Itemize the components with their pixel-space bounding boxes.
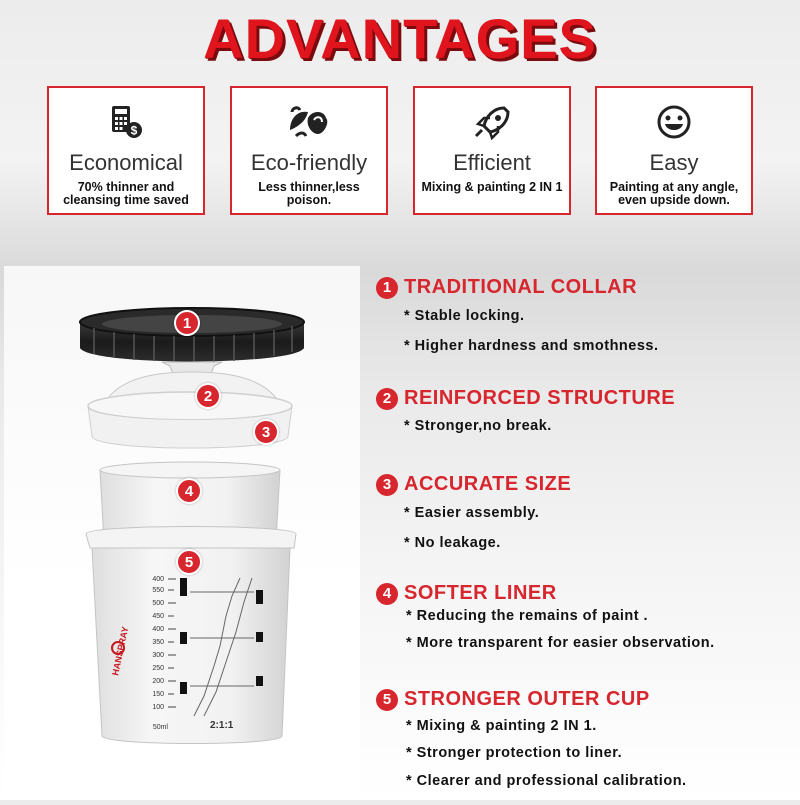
smiley-icon xyxy=(597,104,751,144)
feature-bullet: * Stable locking. xyxy=(404,308,525,324)
feature-bullet: * Stronger protection to liner. xyxy=(406,745,623,761)
feature-title: TRADITIONAL COLLAR xyxy=(404,276,638,298)
scale-label: 300 xyxy=(152,652,164,659)
page-title: ADVANTAGES xyxy=(203,7,597,70)
advantage-desc: Painting at any angle, even upside down. xyxy=(609,180,739,207)
feature-number: 4 xyxy=(376,583,398,605)
feature-bullet: * Mixing & painting 2 IN 1. xyxy=(406,718,597,734)
feature-number: 3 xyxy=(376,474,398,496)
feature-softer-liner xyxy=(376,582,715,651)
feature-bullet: * Reducing the remains of paint . xyxy=(406,608,649,624)
feature-bullet: * Higher hardness and smothness. xyxy=(404,338,659,354)
scale-label: 500 xyxy=(152,600,164,607)
badge-collar: 1 xyxy=(174,310,200,336)
feature-title: SOFTER LINER xyxy=(404,582,557,604)
feature-title: STRONGER OUTER CUP xyxy=(404,688,650,710)
advantage-desc: Mixing & painting 2 IN 1 xyxy=(421,180,563,194)
advantage-card-eco-friendly xyxy=(230,86,388,215)
feature-number: 5 xyxy=(376,689,398,711)
feature-title: ACCURATE SIZE xyxy=(404,473,572,495)
feature-reinforced-structure xyxy=(376,387,676,434)
feature-bullet: * Clearer and professional calibration. xyxy=(406,773,687,789)
feature-bullet: * No leakage. xyxy=(404,535,501,551)
rocket-icon xyxy=(415,104,569,144)
advantage-card-efficient xyxy=(413,86,571,215)
calculator-money-icon xyxy=(49,104,203,144)
feature-traditional-collar xyxy=(376,276,659,354)
ratio-label: 2:1:1 xyxy=(210,720,234,731)
scale-label: 400 xyxy=(152,576,164,583)
feature-number: 2 xyxy=(376,388,398,410)
scale-label: 400 xyxy=(152,626,164,633)
svg-text:HANSPRAY: HANSPRAY xyxy=(110,625,131,677)
svg-text:$: $ xyxy=(130,123,138,138)
scale-label: 450 xyxy=(152,613,164,620)
feature-bullet: * Stronger,no break. xyxy=(404,418,552,434)
scale-label: 100 xyxy=(152,704,164,711)
badge-outer-cup: 5 xyxy=(176,549,202,575)
feature-title: REINFORCED STRUCTURE xyxy=(404,387,676,409)
badge-liner: 4 xyxy=(176,478,202,504)
spray-cup-system-image xyxy=(4,266,360,800)
feature-bullet: * Easier assembly. xyxy=(404,505,540,521)
scale-label: 50ml xyxy=(152,724,168,731)
scale-label: 200 xyxy=(152,678,164,685)
advantage-name: Economical xyxy=(69,150,183,175)
feature-accurate-size xyxy=(376,473,572,551)
scale-label: 550 xyxy=(152,587,164,594)
badge-structure: 2 xyxy=(195,383,221,409)
scale-label: 350 xyxy=(152,639,164,646)
feature-bullet: * More transparent for easier observation. xyxy=(406,635,715,651)
feature-number: 1 xyxy=(376,277,398,299)
scale-label: 150 xyxy=(152,691,164,698)
badge-size: 3 xyxy=(253,419,279,445)
advantage-name: Easy xyxy=(649,150,699,175)
product-illustration xyxy=(4,266,360,800)
leaf-earth-icon xyxy=(232,104,386,144)
scale-label: 250 xyxy=(152,665,164,672)
advantage-desc: 70% thinner and cleansing time saved xyxy=(63,180,189,207)
feature-stronger-outer-cup xyxy=(376,688,687,789)
advantage-desc: Less thinner,less poison. xyxy=(258,180,360,207)
advantage-card-economical xyxy=(47,86,205,215)
advantage-name: Efficient xyxy=(453,150,531,175)
advantage-name: Eco-friendly xyxy=(250,150,368,175)
advantage-card-easy xyxy=(595,86,753,215)
